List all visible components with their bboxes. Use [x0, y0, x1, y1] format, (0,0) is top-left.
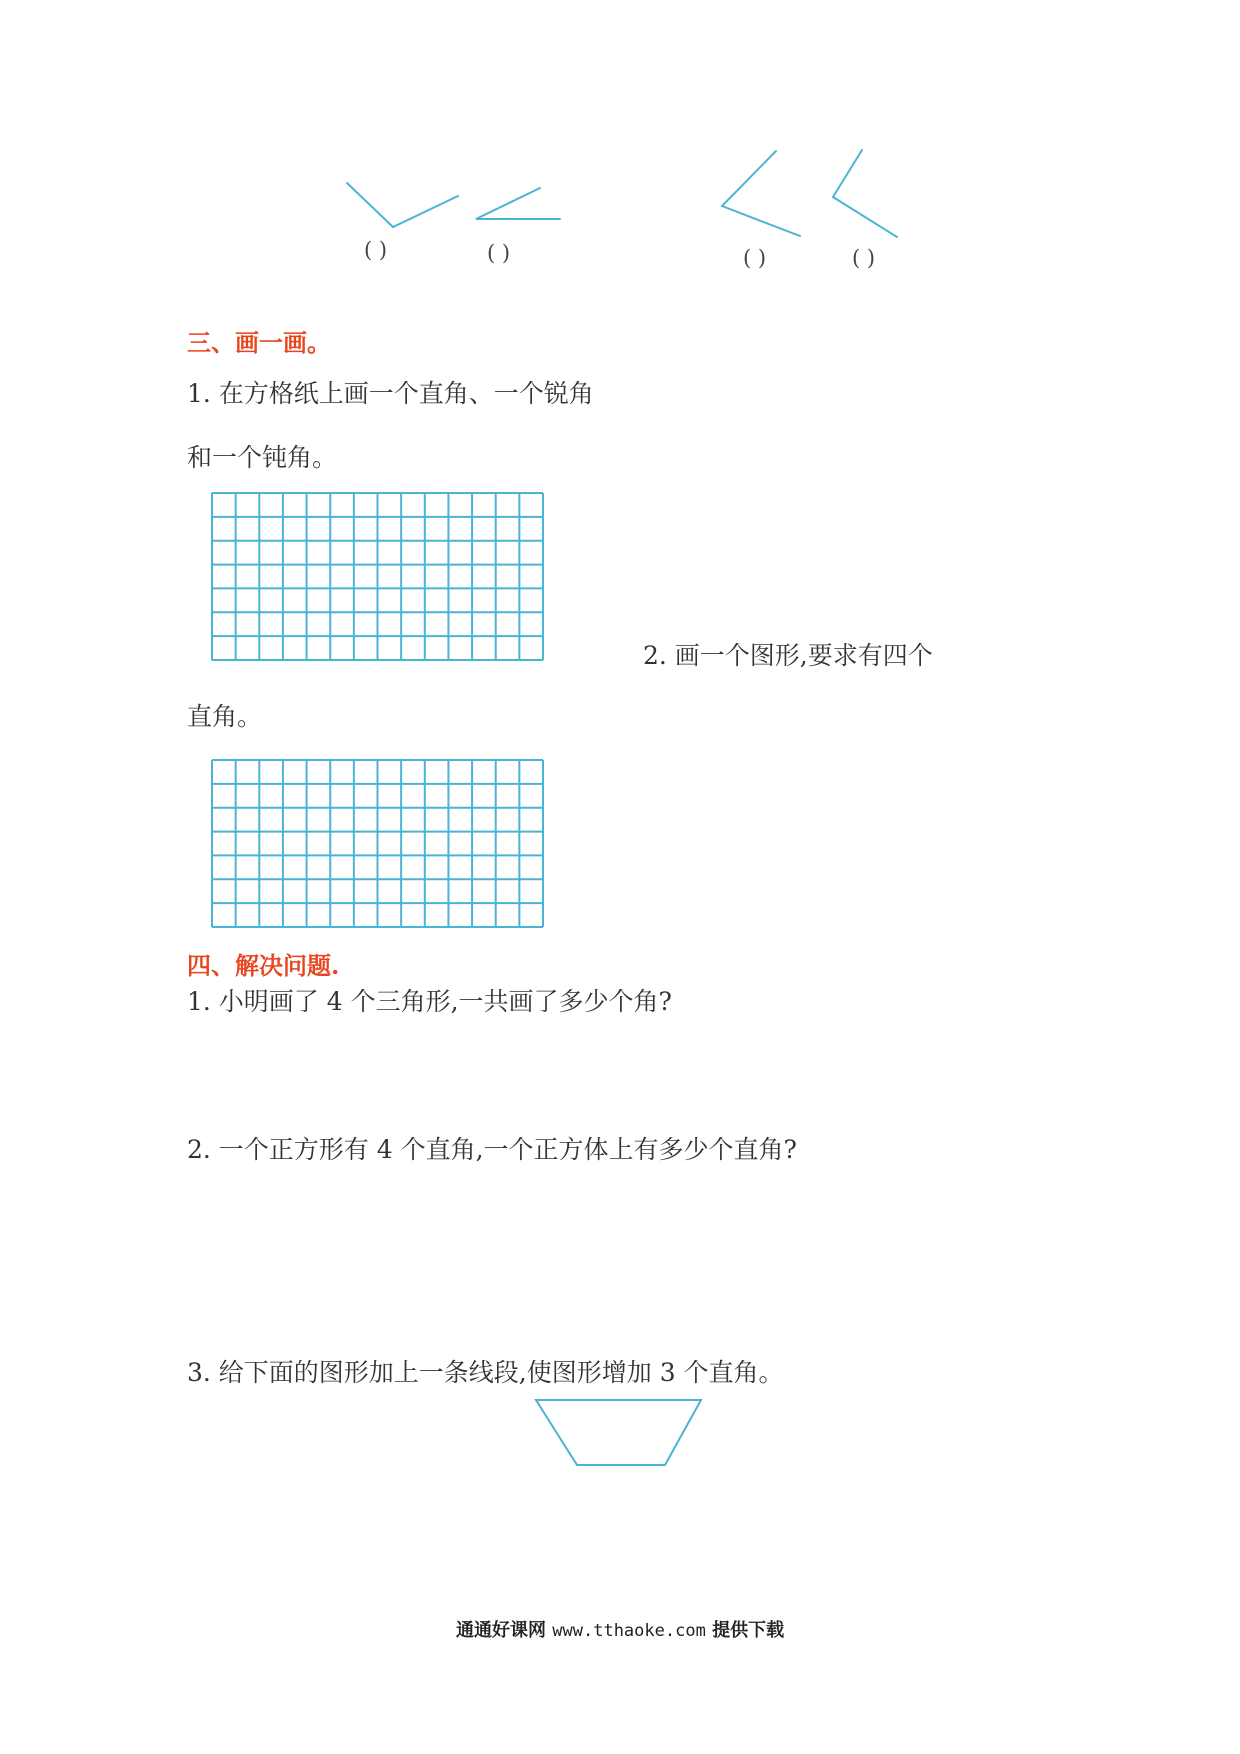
trapezoid-shape: [536, 1400, 701, 1465]
footer-suffix: 提供下载: [712, 1620, 785, 1641]
section3-q2-line2: 直角。: [187, 702, 263, 731]
section4-q2: 2. 一个正方形有 4 个直角,一个正方体上有多少个直角?: [187, 1135, 797, 1164]
angle-answer-blank-1[interactable]: ( ): [364, 238, 388, 262]
section4-q1: 1. 小明画了 4 个三角形,一共画了多少个角?: [187, 987, 672, 1016]
section3-q1-line2: 和一个钝角。: [187, 443, 338, 472]
angle-answer-blank-2[interactable]: ( ): [487, 241, 511, 265]
angle-answer-blank-4[interactable]: ( ): [852, 246, 876, 270]
section4-q3: 3. 给下面的图形加上一条线段,使图形增加 3 个直角。: [187, 1358, 784, 1387]
footer-url[interactable]: www.tthaoke.com: [552, 1621, 706, 1641]
section3-q1-line1: 1. 在方格纸上画一个直角、一个锐角: [187, 379, 594, 408]
section3-q2-line1: 2. 画一个图形,要求有四个: [643, 641, 933, 670]
footer-site-name: 通通好课网: [456, 1620, 546, 1641]
section3-heading: 三、画一画。: [187, 328, 331, 357]
footer: [456, 1616, 784, 1642]
angle-answer-blank-3[interactable]: ( ): [743, 246, 767, 270]
section4-heading: 四、解决问题.: [187, 951, 340, 980]
